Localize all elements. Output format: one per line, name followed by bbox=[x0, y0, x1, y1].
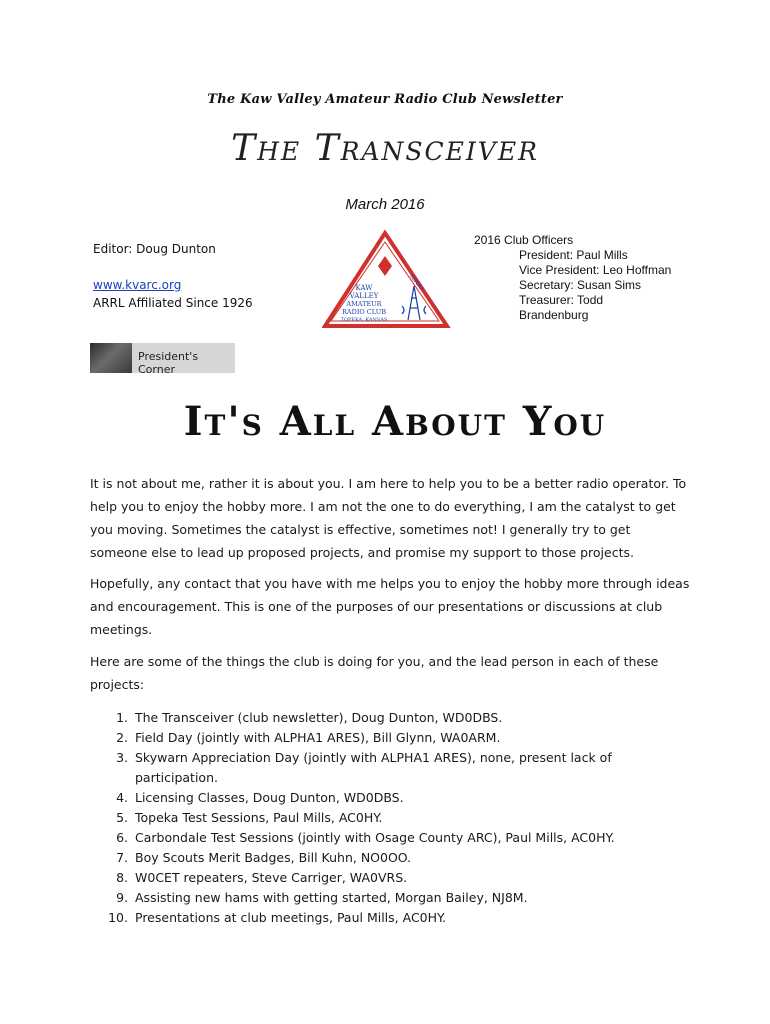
list-number: 10. bbox=[108, 910, 128, 925]
club-logo bbox=[322, 230, 452, 330]
list-number: 9. bbox=[116, 890, 128, 905]
logo-line-1: KAW bbox=[355, 284, 373, 292]
newsletter-subtitle: The Kaw Valley Amateur Radio Club Newsletter bbox=[207, 92, 563, 107]
list-number: 5. bbox=[116, 810, 128, 825]
list-number: 8. bbox=[116, 870, 128, 885]
list-text: The Transceiver (club newsletter), Doug Dunton, WD0DBS. bbox=[135, 710, 503, 725]
list-item bbox=[90, 788, 690, 808]
presidents-corner-label: President's Corner bbox=[138, 350, 199, 376]
list-item bbox=[90, 848, 690, 868]
officers-heading: 2016 Club Officers bbox=[474, 233, 574, 247]
list-number: 4. bbox=[116, 790, 128, 805]
list-text: Field Day (jointly with ALPHA1 ARES), Bill Glynn, WA0ARM. bbox=[135, 730, 501, 745]
arrl-affiliation: ARRL Affiliated Since 1926 bbox=[93, 296, 253, 310]
project-list bbox=[90, 708, 690, 928]
article-headline: It's All About You bbox=[183, 398, 607, 445]
officer-row: Brandenburg bbox=[519, 308, 589, 322]
issue-date: March 2016 bbox=[345, 196, 425, 213]
list-item bbox=[90, 708, 690, 728]
list-item bbox=[90, 748, 690, 788]
list-text: Boy Scouts Merit Badges, Bill Kuhn, NO0OO. bbox=[135, 850, 412, 865]
president-photo bbox=[90, 343, 132, 373]
club-officers bbox=[474, 233, 694, 323]
logo-line-5: TOPEKA, KANSAS bbox=[340, 317, 388, 323]
officer-row: President: Paul Mills bbox=[519, 248, 628, 262]
list-text: Licensing Classes, Doug Dunton, WD0DBS. bbox=[135, 790, 404, 805]
article-paragraph: Hopefully, any contact that you have with me helps you to enjoy the hobby more through ideas and encouragement. This is one of the purposes of our presentations or discussions at club meetings. bbox=[90, 576, 690, 637]
presidents-corner-banner bbox=[90, 343, 235, 376]
website-link[interactable]: www.kvarc.org bbox=[93, 278, 182, 292]
logo-line-3: AMATEUR bbox=[346, 300, 382, 308]
list-text: Topeka Test Sessions, Paul Mills, AC0HY. bbox=[135, 810, 383, 825]
officer-row: Vice President: Leo Hoffman bbox=[519, 263, 672, 277]
list-number: 6. bbox=[116, 830, 128, 845]
list-text: Carbondale Test Sessions (jointly with Osage County ARC), Paul Mills, AC0HY. bbox=[135, 830, 615, 845]
list-text: Assisting new hams with getting started, Morgan Bailey, NJ8M. bbox=[135, 890, 528, 905]
list-number: 1. bbox=[116, 710, 128, 725]
list-item bbox=[90, 888, 690, 908]
article-paragraph: Here are some of the things the club is doing for you, and the lead person in each of these projects: bbox=[90, 654, 659, 692]
article-paragraph: It is not about me, rather it is about you. I am here to help you to be a better radio operator. To help you to enjoy the hobby more. I am not the one to do everything, I am the catalyst to get you moving. Sometimes the catalyst is effective, sometimes not! I generally try to get someone else to lead up proposed projects, and promise my support to those projects. bbox=[90, 476, 687, 560]
list-number: 7. bbox=[116, 850, 128, 865]
editor-block bbox=[93, 240, 253, 312]
list-item bbox=[90, 728, 690, 748]
list-item bbox=[90, 808, 690, 828]
officer-row: Secretary: Susan Sims bbox=[519, 278, 642, 292]
list-text: Skywarn Appreciation Day (jointly with ALPHA1 ARES), none, present lack of participation. bbox=[135, 750, 612, 785]
logo-line-4: RADIO CLUB bbox=[342, 308, 386, 316]
list-text: W0CET repeaters, Steve Carriger, WA0VRS. bbox=[135, 870, 408, 885]
list-item bbox=[90, 828, 690, 848]
list-number: 3. bbox=[116, 750, 128, 765]
list-item bbox=[90, 908, 690, 928]
list-text: Presentations at club meetings, Paul Mills, AC0HY. bbox=[135, 910, 447, 925]
list-item bbox=[90, 868, 690, 888]
editor-line: Editor: Doug Dunton bbox=[93, 242, 216, 256]
list-number: 2. bbox=[116, 730, 128, 745]
svg-text:TOPEKA: TOPEKA bbox=[407, 273, 425, 293]
newsletter-title: The Transceiver bbox=[231, 128, 539, 169]
logo-line-2: VALLEY bbox=[349, 292, 379, 300]
officer-row: Treasurer: Todd bbox=[519, 293, 604, 307]
